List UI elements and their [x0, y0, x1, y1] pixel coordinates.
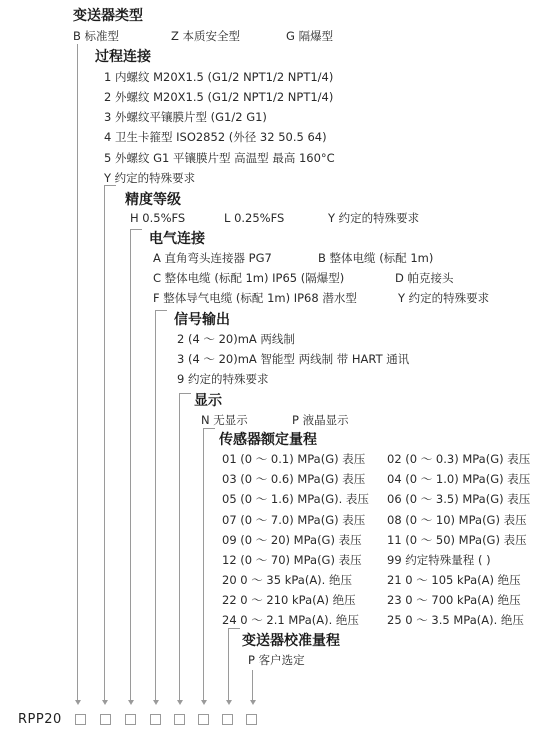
- option-electrical-connection: A 直角弯头连接器 PG7: [153, 251, 272, 265]
- range-option: 01 (0 ～ 0.1) MPa(G) 表压: [222, 452, 366, 466]
- range-option: 99 约定特殊量程 ( ): [387, 553, 491, 567]
- arrow-down-icon: [201, 700, 207, 705]
- range-option: 23 0 ～ 700 kPa(A) 绝压: [387, 593, 521, 607]
- arrow-down-icon: [250, 700, 256, 705]
- option-process-connection: 3 外螺纹平镶膜片型 (G1/2 G1): [104, 110, 267, 124]
- option-electrical-connection: F 整体导气电缆 (标配 1m) IP68 潜水型: [153, 291, 357, 305]
- section-title-signal-output: 信号输出: [174, 312, 230, 328]
- option-process-connection: 5 外螺纹 G1 平镶膜片型 高温型 最高 160°C: [104, 151, 335, 165]
- code-box: [246, 714, 257, 725]
- option-process-connection: 2 外螺纹 M20X1.5 (G1/2 NPT1/2 NPT1/4): [104, 90, 334, 104]
- guide-tick-2: [104, 185, 116, 186]
- option-process-connection: 1 内螺纹 M20X1.5 (G1/2 NPT1/2 NPT1/4): [104, 70, 334, 84]
- section-title-display: 显示: [194, 393, 222, 409]
- option-signal-output: 2 (4 ～ 20)mA 两线制: [177, 332, 295, 346]
- range-option: 12 (0 ～ 70) MPa(G) 表压: [222, 553, 362, 567]
- option-transmitter-type: Z 本质安全型: [171, 29, 241, 43]
- option-display: P 液晶显示: [292, 413, 349, 427]
- range-option: 22 0 ～ 210 kPa(A) 绝压: [222, 593, 356, 607]
- range-option: 11 (0 ～ 50) MPa(G) 表压: [387, 533, 527, 547]
- guide-line-4: [155, 310, 156, 700]
- section-title-sensor-range: 传感器额定量程: [219, 432, 317, 448]
- range-option: 03 (0 ～ 0.6) MPa(G) 表压: [222, 472, 366, 486]
- option-signal-output: 9 约定的特殊要求: [177, 372, 269, 386]
- guide-tick-4: [155, 310, 167, 311]
- arrow-down-icon: [177, 700, 183, 705]
- option-accuracy: H 0.5%FS: [130, 211, 186, 225]
- option-transmitter-type: G 隔爆型: [286, 29, 334, 43]
- option-accuracy: L 0.25%FS: [224, 211, 285, 225]
- option-process-connection: Y 约定的特殊要求: [104, 171, 196, 185]
- range-option: 25 0 ～ 3.5 MPa(A). 绝压: [387, 613, 524, 627]
- guide-line-1: [77, 44, 78, 700]
- guide-line-5: [179, 393, 180, 700]
- code-box: [150, 714, 161, 725]
- option-electrical-connection: D 帕克接头: [395, 271, 454, 285]
- option-signal-output: 3 (4 ～ 20)mA 智能型 两线制 带 HART 通讯: [177, 352, 410, 366]
- section-title-transmitter-type: 变送器类型: [73, 8, 143, 24]
- option-calibration-range: P 客户选定: [248, 653, 305, 667]
- option-electrical-connection: B 整体电缆 (标配 1m): [318, 251, 434, 265]
- range-option: 24 0 ～ 2.1 MPa(A). 绝压: [222, 613, 359, 627]
- guide-tick-7: [228, 628, 240, 629]
- range-option: 20 0 ～ 35 kPa(A). 绝压: [222, 573, 352, 587]
- guide-tick-6: [203, 428, 215, 429]
- guide-line-3: [130, 229, 131, 700]
- code-box: [75, 714, 86, 725]
- section-title-calibration-range: 变送器校准量程: [242, 633, 340, 649]
- range-option: 06 (0 ～ 3.5) MPa(G) 表压: [387, 492, 531, 506]
- option-transmitter-type: B 标准型: [73, 29, 120, 43]
- guide-line-8: [252, 670, 253, 700]
- range-option: 09 (0 ～ 20) MPa(G) 表压: [222, 533, 362, 547]
- arrow-down-icon: [102, 700, 108, 705]
- guide-tick-5: [179, 393, 191, 394]
- arrow-down-icon: [128, 700, 134, 705]
- section-title-process-connection: 过程连接: [95, 49, 151, 65]
- guide-line-7: [228, 628, 229, 700]
- range-option: 08 (0 ～ 10) MPa(G) 表压: [387, 513, 527, 527]
- guide-tick-3: [130, 229, 142, 230]
- code-box: [198, 714, 209, 725]
- guide-line-6: [203, 428, 204, 700]
- arrow-down-icon: [75, 700, 81, 705]
- range-option: 05 (0 ～ 1.6) MPa(G). 表压: [222, 492, 369, 506]
- guide-line-2: [104, 185, 105, 700]
- model-code-prefix: RPP20: [18, 712, 62, 727]
- range-option: 02 (0 ～ 0.3) MPa(G) 表压: [387, 452, 531, 466]
- section-title-accuracy: 精度等级: [125, 192, 181, 208]
- option-accuracy: Y 约定的特殊要求: [328, 211, 420, 225]
- arrow-down-icon: [153, 700, 159, 705]
- range-option: 04 (0 ～ 1.0) MPa(G) 表压: [387, 472, 531, 486]
- code-box: [125, 714, 136, 725]
- code-box: [100, 714, 111, 725]
- code-box: [174, 714, 185, 725]
- option-electrical-connection: Y 约定的特殊要求: [398, 291, 490, 305]
- section-title-electrical-connection: 电气连接: [149, 231, 205, 247]
- arrow-down-icon: [226, 700, 232, 705]
- option-process-connection: 4 卫生卡箍型 ISO2852 (外径 32 50.5 64): [104, 130, 327, 144]
- range-option: 07 (0 ～ 7.0) MPa(G) 表压: [222, 513, 366, 527]
- range-option: 21 0 ～ 105 kPa(A) 绝压: [387, 573, 521, 587]
- option-display: N 无显示: [201, 413, 248, 427]
- code-box: [222, 714, 233, 725]
- option-electrical-connection: C 整体电缆 (标配 1m) IP65 (隔爆型): [153, 271, 345, 285]
